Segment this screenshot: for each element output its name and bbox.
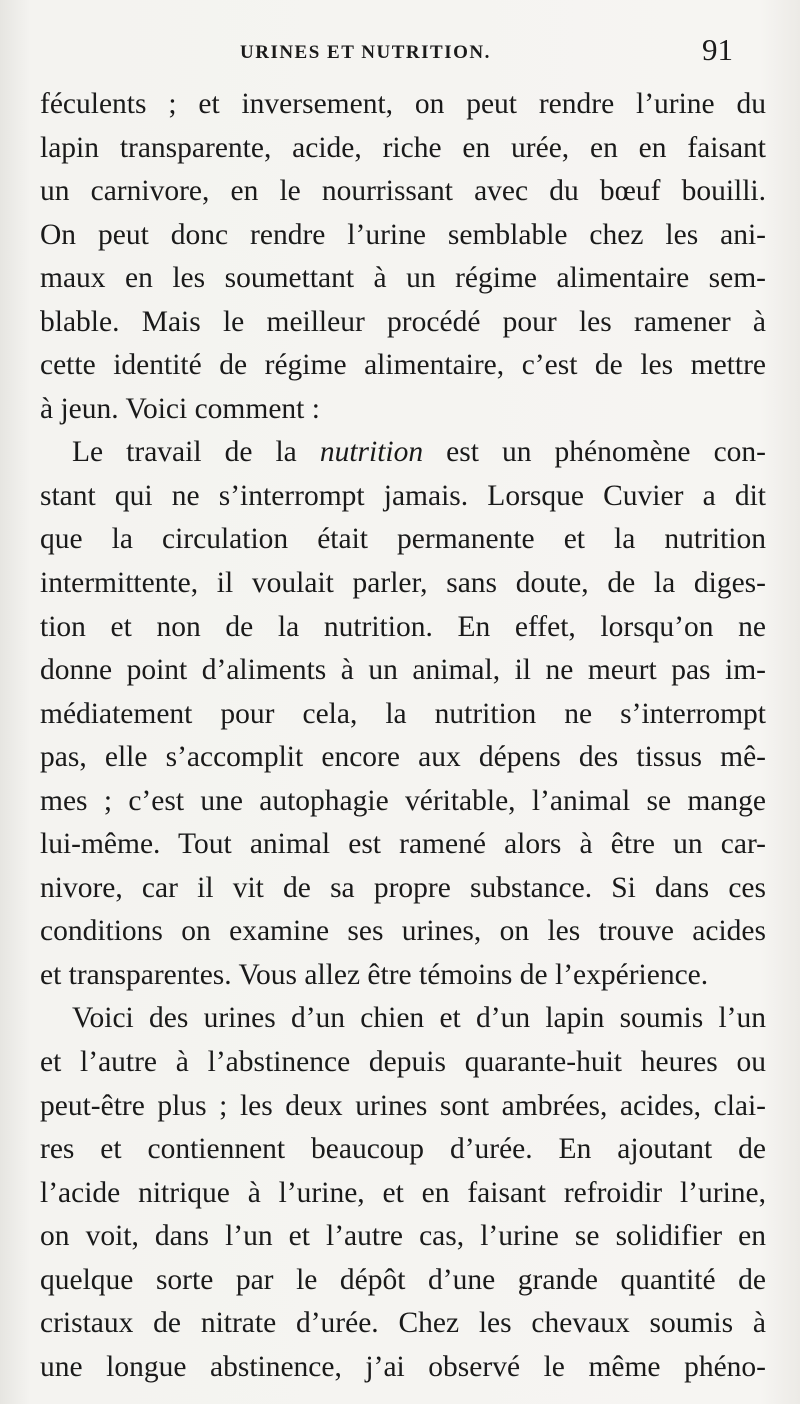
text-line: et l’autre à l’abstinence depuis quarante-huit heures ou bbox=[40, 1046, 766, 1079]
text-line: stant qui ne s’interrompt jamais. Lorsque Cuvier a dit bbox=[40, 479, 766, 512]
text-line: intermittente, il voulait parler, sans doute, de la diges- bbox=[40, 567, 766, 600]
text-segment: Le travail de la bbox=[72, 436, 297, 469]
text-line: lapin transparente, acide, riche en urée, en en faisant bbox=[40, 131, 766, 164]
text-line: un carnivore, en le nourrissant avec du bœuf bouilli. bbox=[40, 175, 766, 208]
text-line: conditions on examine ses urines, on les trouve acides bbox=[40, 915, 766, 948]
text-line: médiatement pour cela, la nutrition ne s’interrompt bbox=[40, 697, 766, 730]
running-head: URINES ET NUTRITION. bbox=[240, 42, 491, 63]
text-line: à jeun. Voici comment : bbox=[40, 392, 320, 425]
paragraph-first-line: Voici des urines d’un chien et d’un lapin soumis l’un bbox=[72, 1002, 766, 1035]
text-line: tion et non de la nutrition. En effet, lorsqu’on ne bbox=[40, 610, 766, 643]
text-line: cette identité de régime alimentaire, c’est de les mettre bbox=[40, 349, 766, 382]
text-line: une longue abstinence, j’ai observé le même phéno- bbox=[40, 1350, 766, 1383]
text-line: On peut donc rendre l’urine semblable chez les ani- bbox=[40, 218, 766, 251]
text-line: peut-être plus ; les deux urines sont ambrées, acides, clai- bbox=[40, 1089, 766, 1122]
text-line: féculents ; et inversement, on peut rendre l’urine du bbox=[40, 88, 766, 120]
page-number: 91 bbox=[702, 32, 733, 67]
text-line: que la circulation était permanente et la nutrition bbox=[40, 523, 766, 556]
text-line: donne point d’aliments à un animal, il ne meurt pas im- bbox=[40, 654, 766, 687]
italic-term: nutrition bbox=[319, 436, 424, 469]
page-header bbox=[0, 32, 800, 72]
text-line: pas, elle s’accomplit encore aux dépens des tissus mê- bbox=[40, 741, 766, 774]
text-line: cristaux de nitrate d’urée. Chez les chevaux soumis à bbox=[40, 1307, 766, 1340]
text-line: et transparentes. Vous allez être témoins de l’expérience. bbox=[40, 958, 709, 991]
text-segment: est un phénomène con- bbox=[446, 436, 766, 469]
paragraph-first-line bbox=[40, 431, 766, 475]
text-line: res et contiennent beaucoup d’urée. En ajoutant de bbox=[40, 1133, 766, 1166]
text-line: l’acide nitrique à l’urine, et en faisant refroidir l’urine, bbox=[40, 1176, 766, 1209]
text-line: maux en les soumettant à un régime alimentaire sem- bbox=[40, 262, 766, 295]
text-line: on voit, dans l’un et l’autre cas, l’urine se solidifier en bbox=[40, 1220, 766, 1253]
text-line: blable. Mais le meilleur procédé pour les ramener à bbox=[40, 305, 766, 338]
text-line: quelque sorte par le dépôt d’une grande quantité de bbox=[40, 1263, 766, 1296]
text-line: mes ; c’est une autophagie véritable, l’animal se mange bbox=[40, 784, 766, 817]
body-text bbox=[40, 83, 766, 1389]
text-line: lui-même. Tout animal est ramené alors à être un car- bbox=[40, 828, 766, 861]
text-line: nivore, car il vit de sa propre substance. Si dans ces bbox=[40, 871, 766, 904]
